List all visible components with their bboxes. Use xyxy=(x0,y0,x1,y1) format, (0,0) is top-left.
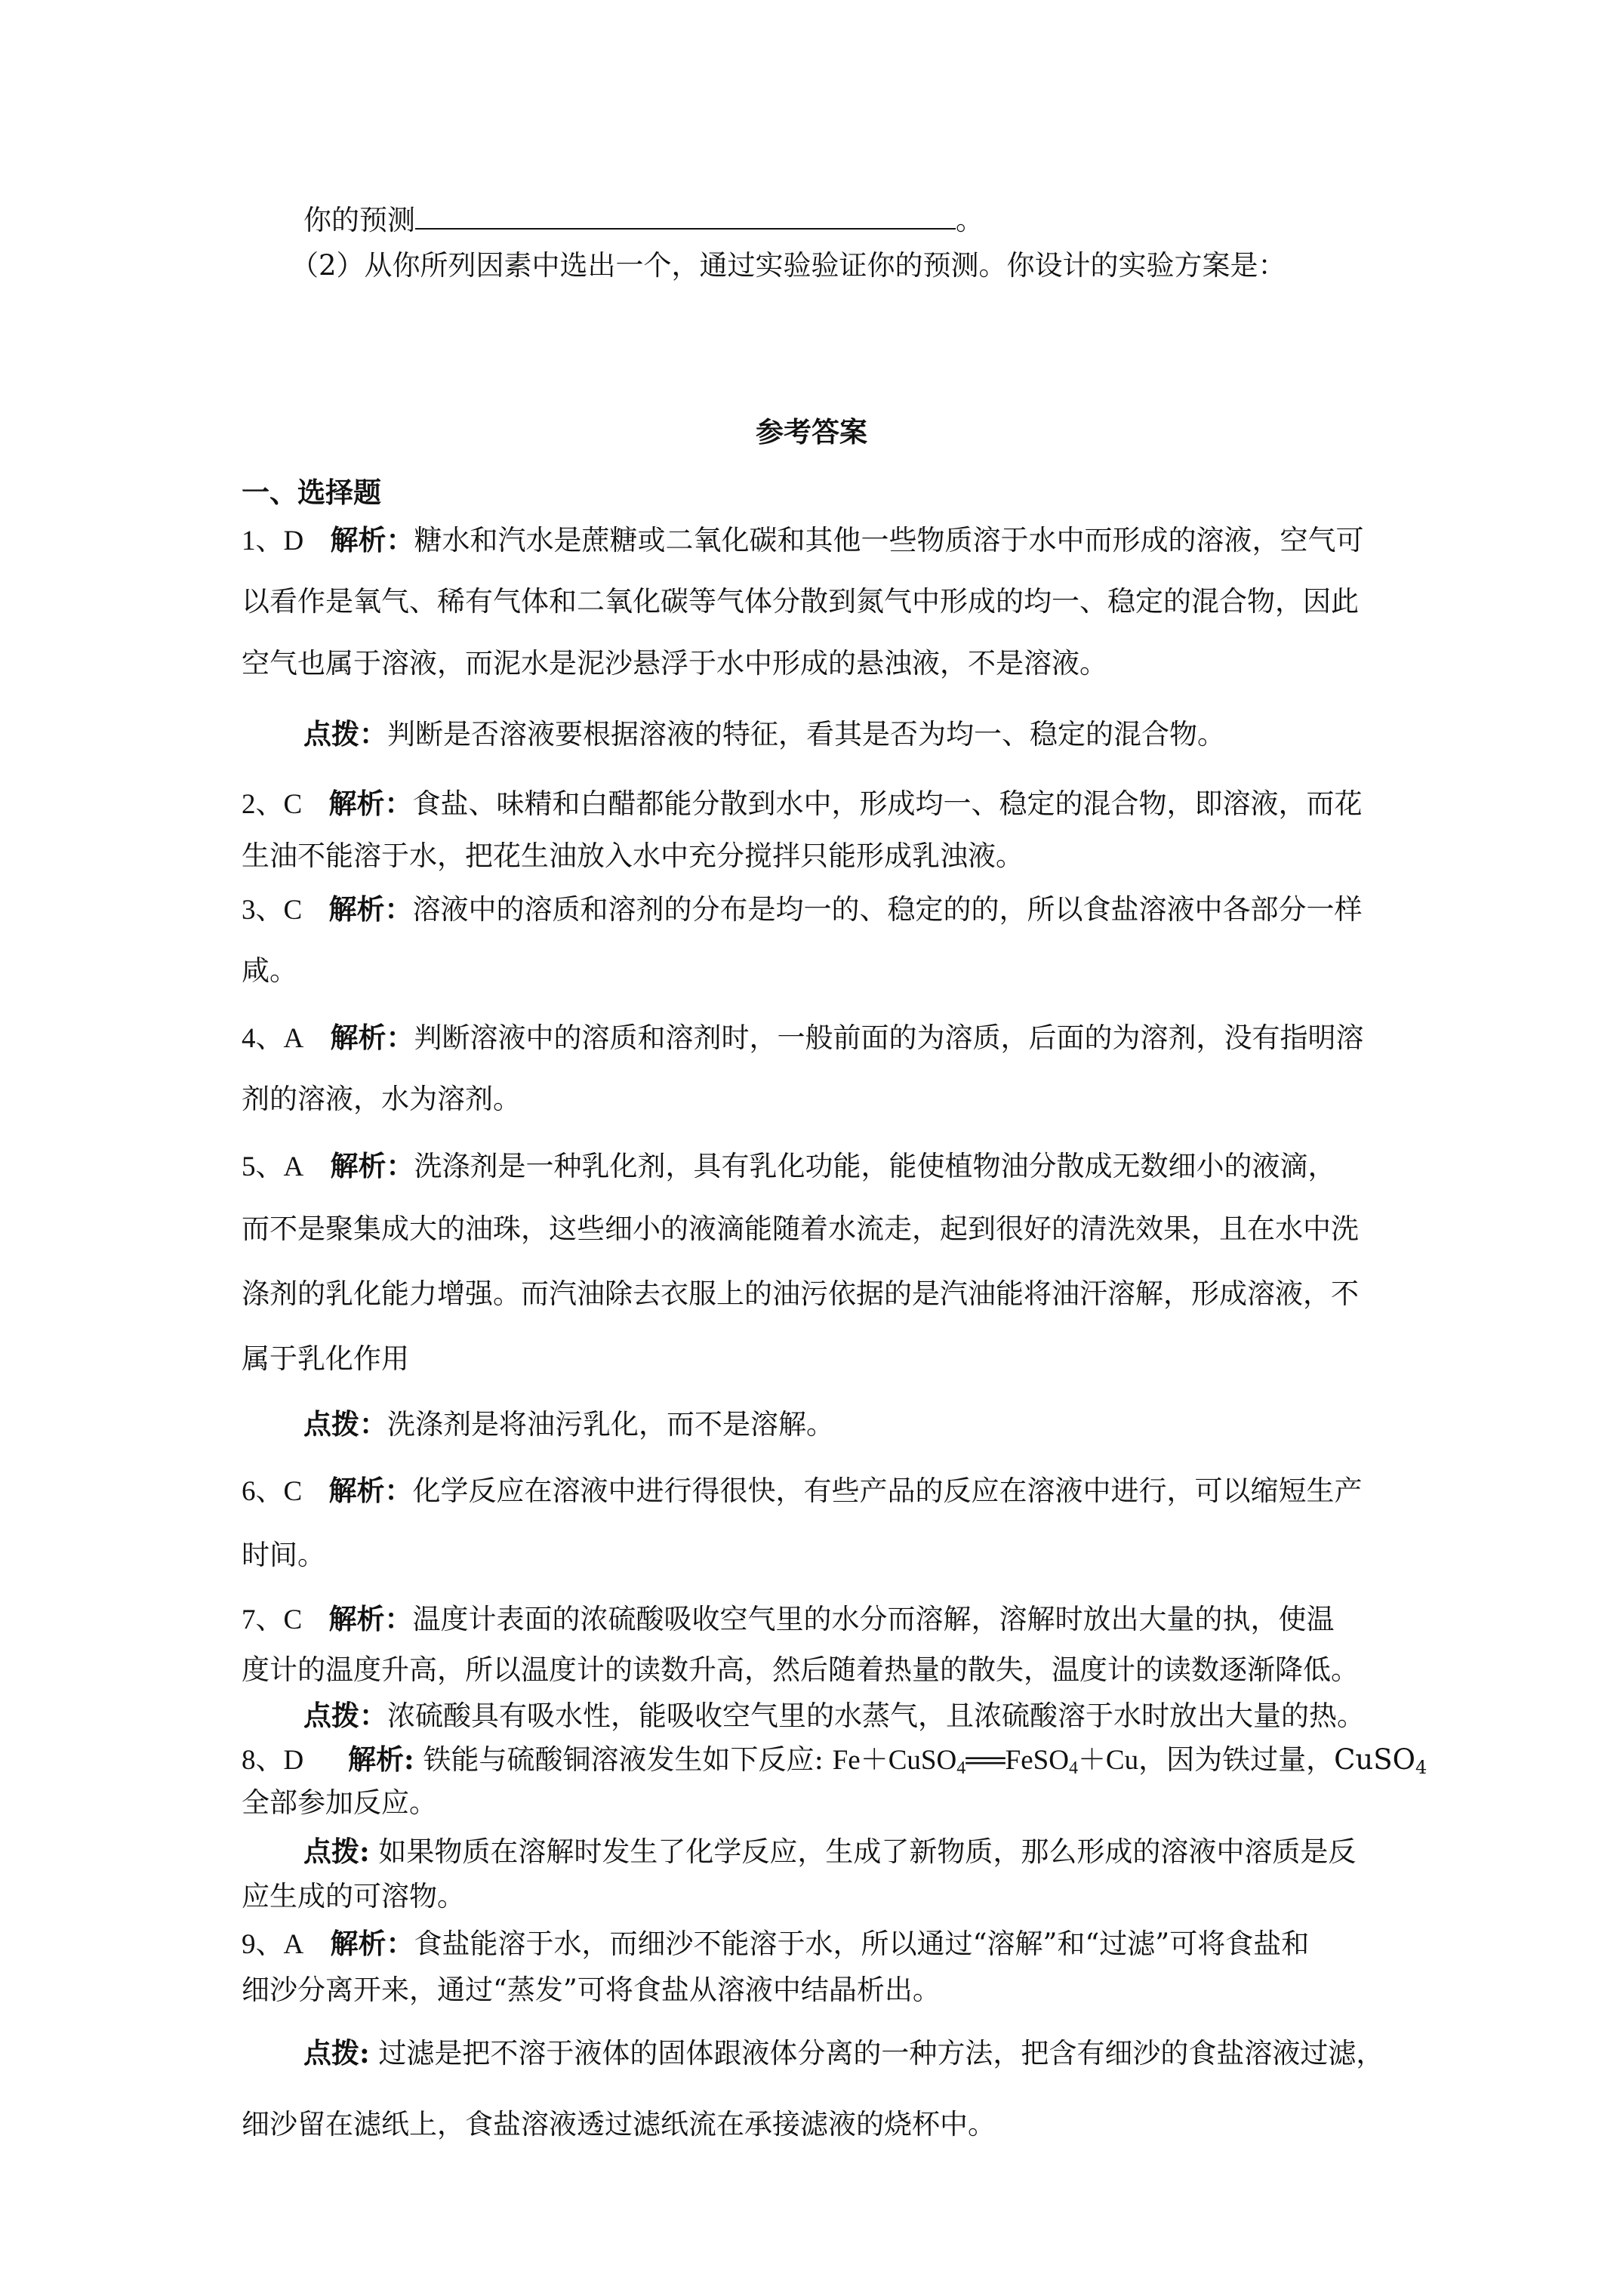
answer-3-number: 3、C xyxy=(242,895,303,926)
answer-6-lead: 解析： xyxy=(328,1474,413,1507)
answer-9-tip-label: 点拨: xyxy=(303,2036,370,2069)
answer-8-tip-label: 点拨: xyxy=(303,1835,370,1868)
answer-1-lead: 解析： xyxy=(330,523,414,556)
answer-5-lead: 解析： xyxy=(330,1149,414,1182)
prediction-blank xyxy=(415,202,956,230)
chemical-equation: Fe＋CuSO$_4$══FeSO$_4$＋Cu xyxy=(832,1745,1139,1778)
answer-8-lead: 解析: xyxy=(348,1743,414,1776)
answer-7-number: 7、C xyxy=(242,1604,303,1635)
answer-1-tip: 点拨：判断是否溶液要根据溶液的特征，看其是否为均一、稳定的混合物。 xyxy=(303,717,1225,750)
answer-5-tip-label: 点拨： xyxy=(303,1407,387,1441)
answer-7-tip: 点拨：浓硫酸具有吸水性，能吸收空气里的水蒸气，且浓硫酸溶于水时放出大量的热。 xyxy=(303,1699,1365,1732)
answer-7-tip-label: 点拨： xyxy=(303,1699,387,1732)
answer-5-line-1: 5、A 解析：洗涤剂是一种乳化剂，具有乳化功能，能使植物油分散成无数细小的液滴， xyxy=(242,1149,1336,1182)
answer-8-line-1: 8、D 解析: 铁能与硫酸铜溶液发生如下反应: Fe＋CuSO$_4$══FeSO$_4$＋Cu，因为铁过量，CuSO$_4$ xyxy=(242,1743,1427,1778)
prediction-label: 你的预测 xyxy=(303,204,415,236)
answer-1-line-2: 以看作是氧气、稀有气体和二氧化碳等气体分散到氮气中形成的均一、稳定的混合物，因此 xyxy=(242,585,1359,618)
answer-9-tip-line-2: 细沙留在滤纸上，食盐溶液透过滤纸流在承接滤液的烧杯中。 xyxy=(242,2108,996,2140)
answer-2-line-1: 2、C 解析：食盐、味精和白醋都能分散到水中，形成均一、稳定的混合物，即溶液，而花 xyxy=(242,787,1363,820)
answer-6-number: 6、C xyxy=(242,1476,303,1507)
answer-6-line-1: 6、C 解析：化学反应在溶液中进行得很快，有些产品的反应在溶液中进行，可以缩短生产 xyxy=(242,1474,1363,1507)
answer-7-lead: 解析： xyxy=(328,1602,413,1635)
question-2: （2）从你所列因素中选出一个，通过实验验证你的预测。你设计的实验方案是： xyxy=(291,249,1286,282)
answer-9-lead: 解析： xyxy=(330,1927,414,1960)
answer-6-line-2: 时间。 xyxy=(242,1539,325,1571)
answer-5-line-2: 而不是聚集成大的油珠，这些细小的液滴能随着水流走，起到很好的清洗效果，且在水中洗 xyxy=(242,1213,1359,1245)
answer-8-line-2: 全部参加反应。 xyxy=(242,1786,437,1819)
answers-title: 参考答案 xyxy=(756,415,867,448)
answer-9-line-1: 9、A 解析：食盐能溶于水，而细沙不能溶于水，所以通过“溶解”和“过滤”可将食盐和 xyxy=(242,1927,1310,1960)
answer-4-line-1: 4、A 解析：判断溶液中的溶质和溶剂时，一般前面的为溶质，后面的为溶剂，没有指明溶 xyxy=(242,1021,1364,1054)
answer-8-number: 8、D xyxy=(242,1745,304,1776)
answer-5-line-4: 属于乳化作用 xyxy=(242,1342,409,1375)
answer-2-number: 2、C xyxy=(242,789,303,820)
answer-8-tip-line-2: 应生成的可溶物。 xyxy=(242,1880,465,1912)
answer-4-number: 4、A xyxy=(242,1023,304,1054)
answer-1-number: 1、D xyxy=(242,525,304,556)
answer-7-line-1: 7、C 解析：温度计表面的浓硫酸吸收空气里的水分而溶解，溶解时放出大量的执，使温 xyxy=(242,1602,1335,1635)
answer-3-line-1: 3、C 解析：溶液中的溶质和溶剂的分布是均一的、稳定的的，所以食盐溶液中各部分一样 xyxy=(242,892,1363,926)
answer-9-line-2: 细沙分离开来，通过“蒸发”可将食盐从溶液中结晶析出。 xyxy=(242,1974,941,2006)
answer-5-tip: 点拨：洗涤剂是将油污乳化，而不是溶解。 xyxy=(303,1407,834,1441)
answer-2-line-2: 生油不能溶于水，把花生油放入水中充分搅拌只能形成乳浊液。 xyxy=(242,840,1024,872)
answer-7-line-2: 度计的温度升高，所以温度计的读数升高，然后随着热量的散失，温度计的读数逐渐降低。 xyxy=(242,1653,1359,1686)
answer-9-tip: 点拨: 过滤是把不溶于液体的固体跟液体分离的一种方法，把含有细沙的食盐溶液过滤， xyxy=(303,2036,1384,2069)
answer-5-number: 5、A xyxy=(242,1151,304,1182)
answer-8-tip: 点拨: 如果物质在溶解时发生了化学反应，生成了新物质，那么形成的溶液中溶质是反 xyxy=(303,1835,1357,1868)
answer-3-line-2: 咸。 xyxy=(242,954,297,987)
prediction-end: 。 xyxy=(956,204,984,236)
answer-4-line-2: 剂的溶液，水为溶剂。 xyxy=(242,1083,521,1115)
answer-1-line-1: 1、D 解析：糖水和汽水是蔗糖或二氧化碳和其他一些物质溶于水中而形成的溶液，空气可 xyxy=(242,523,1364,556)
answer-1-line-3: 空气也属于溶液，而泥水是泥沙悬浮于水中形成的悬浊液，不是溶液。 xyxy=(242,647,1107,680)
answer-9-number: 9、A xyxy=(242,1929,304,1960)
answer-5-line-3: 涤剂的乳化能力增强。而汽油除去衣服上的油污依据的是汽油能将油汗溶解，形成溶液，不 xyxy=(242,1277,1359,1310)
answer-3-lead: 解析： xyxy=(328,892,413,926)
answer-2-lead: 解析： xyxy=(328,787,413,820)
answer-1-tip-label: 点拨： xyxy=(303,717,387,750)
prediction-line xyxy=(303,202,984,239)
section-heading: 一、选择题 xyxy=(242,476,381,509)
answer-4-lead: 解析： xyxy=(330,1021,414,1054)
